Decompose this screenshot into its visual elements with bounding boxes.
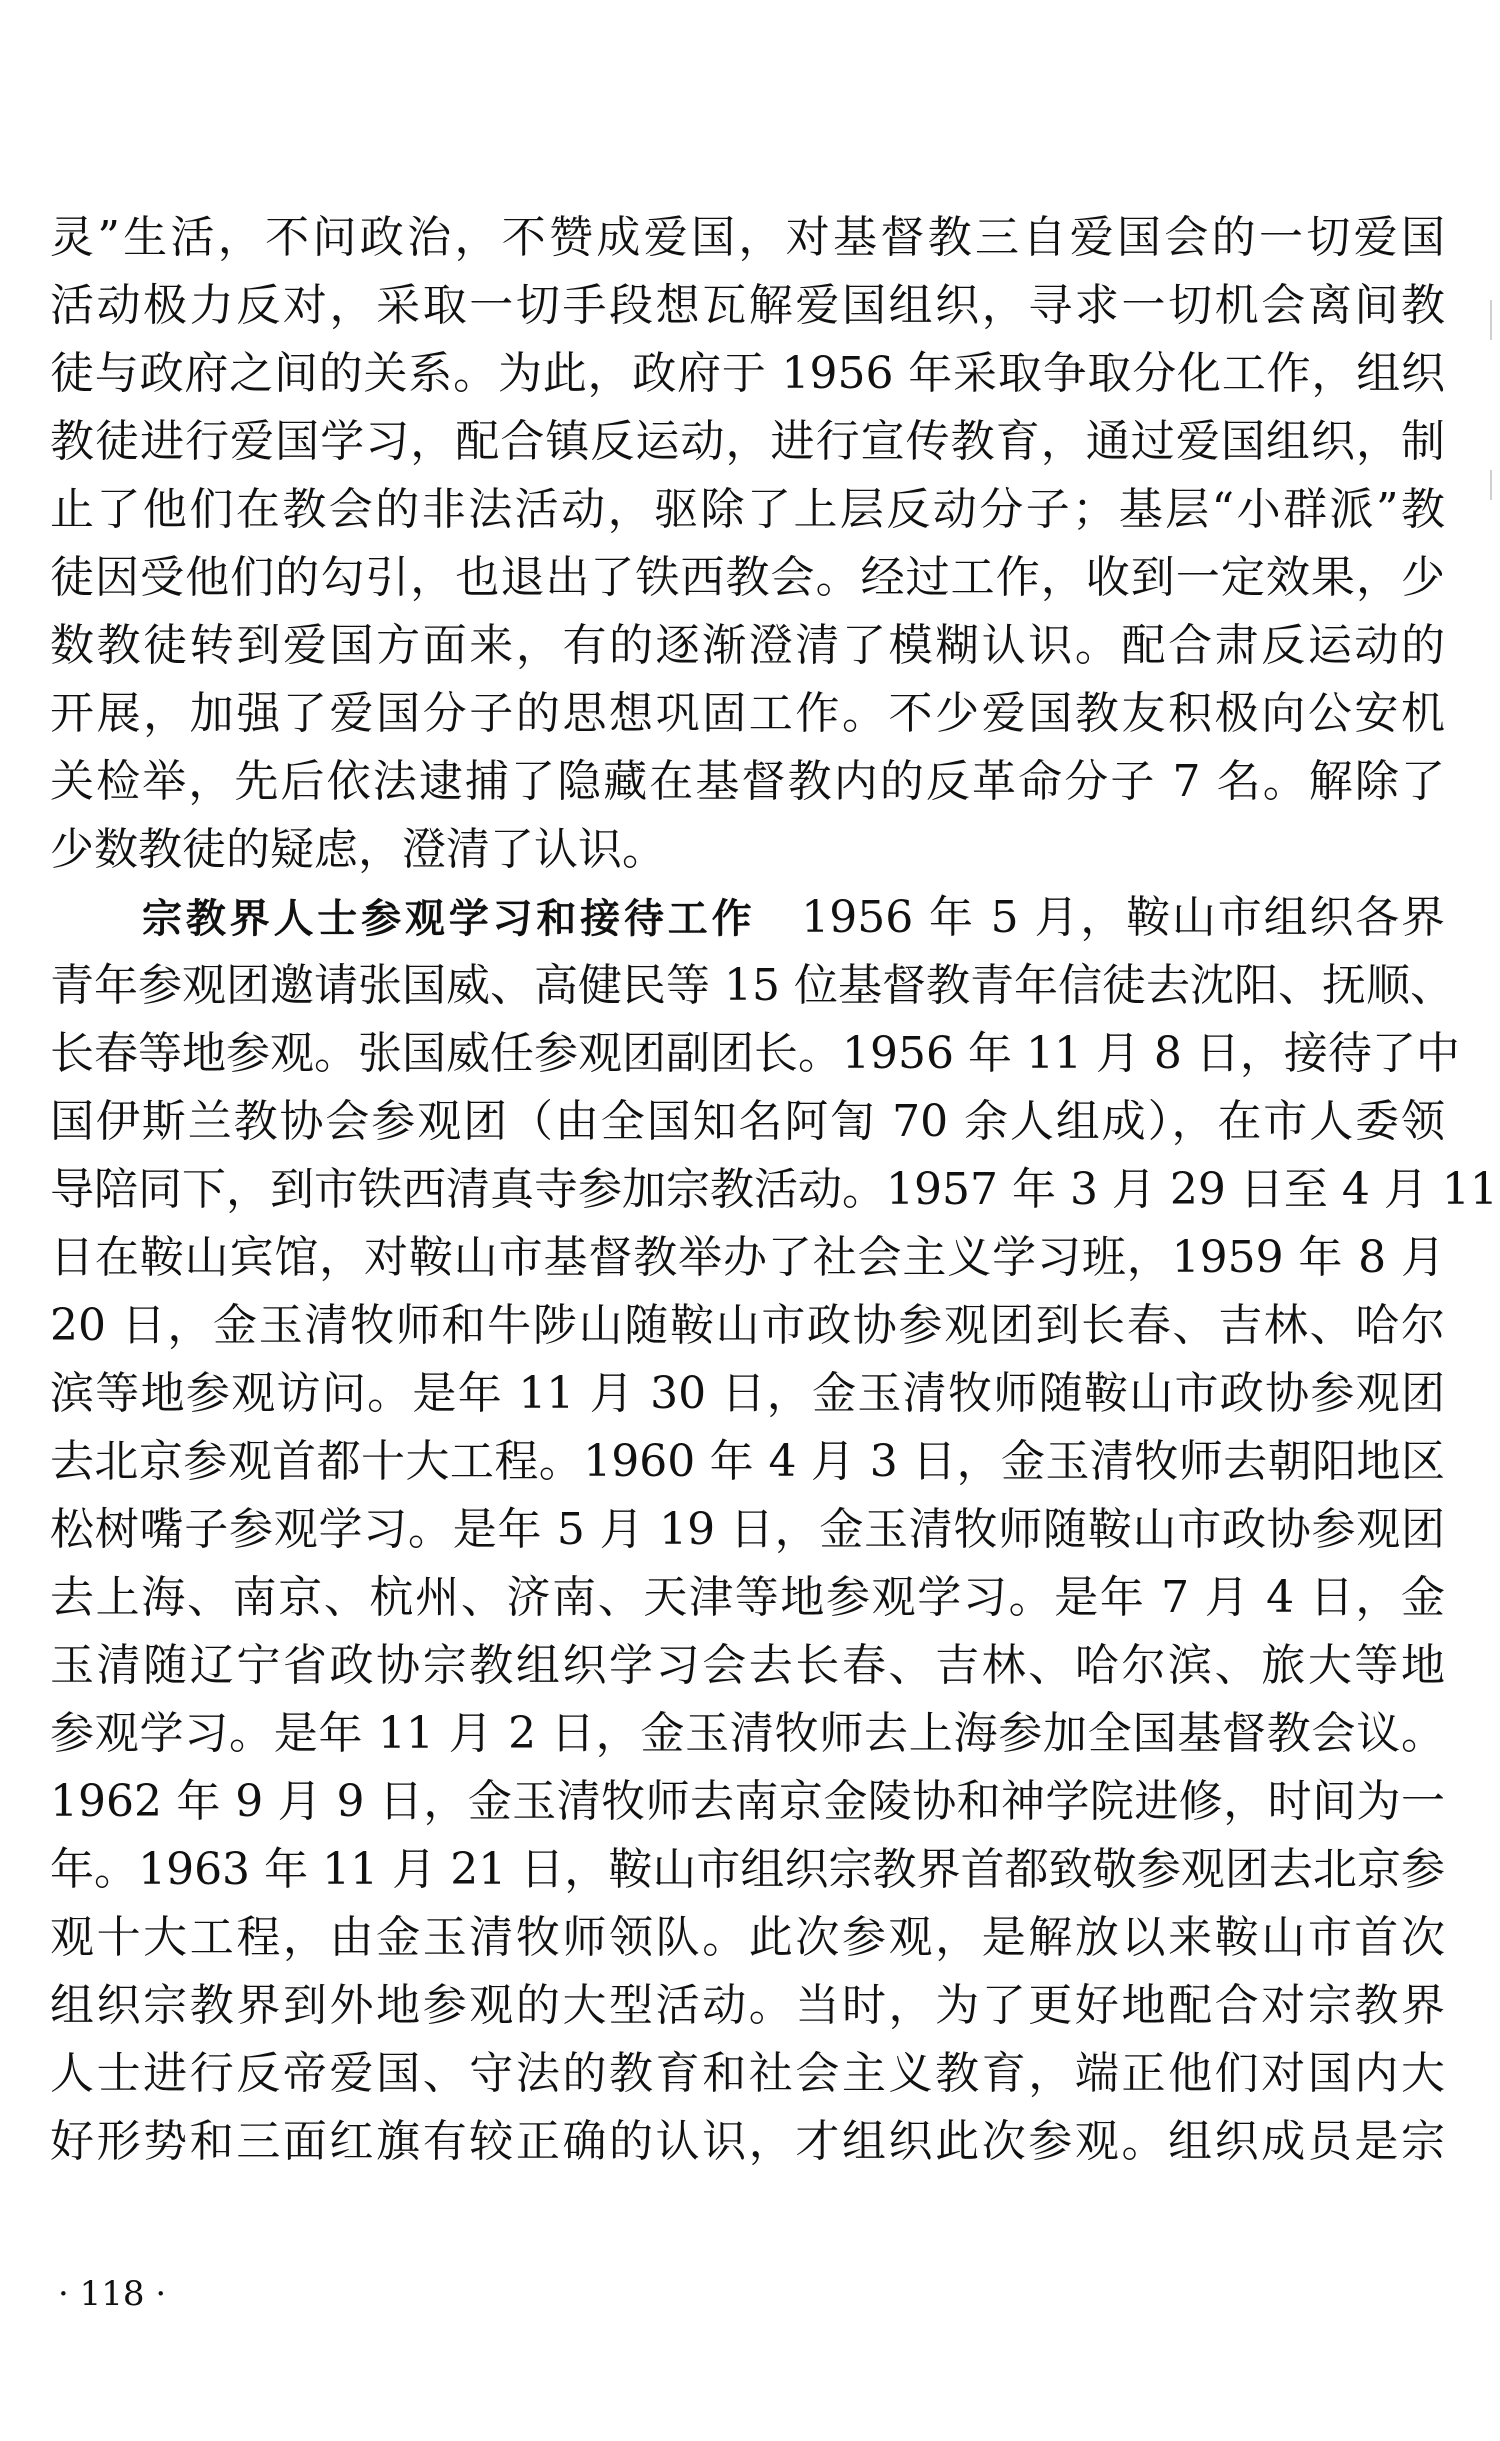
paragraph-line: 导陪同下，到市铁西清真寺参加宗教活动。1957 年 3 月 29 日至 4 月 11	[50, 1164, 1498, 1215]
paragraph-line: 数教徒转到爱国方面来，有的逐渐澄清了模糊认识。配合肃反运动的	[50, 620, 1445, 671]
paragraph-line: 人士进行反帝爱国、守法的教育和社会主义教育，端正他们对国内大	[50, 2048, 1445, 2099]
paragraph-line: 活动极力反对，采取一切手段想瓦解爱国组织，寻求一切机会离间教	[50, 280, 1445, 331]
paragraph-line: 灵”生活，不问政治，不赞成爱国，对基督教三自爱国会的一切爱国	[50, 212, 1445, 263]
paragraph-line: 开展，加强了爱国分子的思想巩固工作。不少爱国教友积极向公安机	[50, 688, 1445, 739]
paragraph-line: 好形势和三面红旗有较正确的认识，才组织此次参观。组织成员是宗	[50, 2116, 1445, 2167]
section-heading: 宗教界人士参观学习和接待工作	[142, 896, 756, 942]
scan-margin-mark	[1490, 300, 1492, 340]
paragraph-line: 教徒进行爱国学习，配合镇反运动，进行宣传教育，通过爱国组织，制	[50, 416, 1445, 467]
section-first-line-text: 1956 年 5 月，鞍山市组织各界	[801, 892, 1446, 943]
paragraph-line: 去上海、南京、杭州、济南、天津等地参观学习。是年 7 月 4 日，金	[50, 1572, 1445, 1623]
paragraph-line: 松树嘴子参观学习。是年 5 月 19 日，金玉清牧师随鞍山市政协参观团	[50, 1504, 1445, 1555]
paragraph-line: 年。1963 年 11 月 21 日，鞍山市组织宗教界首都致敬参观团去北京参	[50, 1844, 1445, 1895]
paragraph-line: 去北京参观首都十大工程。1960 年 4 月 3 日，金玉清牧师去朝阳地区	[50, 1436, 1445, 1487]
paragraph-line: 日在鞍山宾馆，对鞍山市基督教举办了社会主义学习班，1959 年 8 月	[50, 1232, 1445, 1283]
paragraph-line: 参观学习。是年 11 月 2 日，金玉清牧师去上海参加全国基督教会议。	[50, 1708, 1445, 1759]
paragraph-line: 少数教徒的疑虑，澄清了认识。	[50, 824, 666, 875]
scan-margin-mark	[1490, 470, 1492, 500]
paragraph-line: 长春等地参观。张国威任参观团副团长。1956 年 11 月 8 日，接待了中	[50, 1028, 1460, 1079]
paragraph-line: 1962 年 9 月 9 日，金玉清牧师去南京金陵协和神学院进修，时间为一	[50, 1776, 1445, 1827]
paragraph-line: 国伊斯兰教协会参观团（由全国知名阿訇 70 余人组成），在市人委领	[50, 1096, 1445, 1147]
paragraph-line: 玉清随辽宁省政协宗教组织学习会去长春、吉林、哈尔滨、旅大等地	[50, 1640, 1445, 1691]
paragraph-line: 关检举，先后依法逮捕了隐藏在基督教内的反革命分子 7 名。解除了	[50, 756, 1445, 807]
paragraph-line: 20 日，金玉清牧师和牛陟山随鞍山市政协参观团到长春、吉林、哈尔	[50, 1300, 1445, 1351]
section-first-line	[50, 884, 1445, 952]
paragraph-line: 青年参观团邀请张国威、高健民等 15 位基督教青年信徒去沈阳、抚顺、	[50, 960, 1454, 1011]
paragraph-line: 滨等地参观访问。是年 11 月 30 日，金玉清牧师随鞍山市政协参观团	[50, 1368, 1445, 1419]
paragraph-line: 徒因受他们的勾引，也退出了铁西教会。经过工作，收到一定效果，少	[50, 552, 1445, 603]
paragraph-line: 组织宗教界到外地参观的大型活动。当时，为了更好地配合对宗教界	[50, 1980, 1445, 2031]
paragraph-line: 止了他们在教会的非法活动，驱除了上层反动分子；基层“小群派”教	[50, 484, 1445, 535]
page-number: · 118 ·	[58, 2274, 167, 2314]
paragraph-line: 观十大工程，由金玉清牧师领队。此次参观，是解放以来鞍山市首次	[50, 1912, 1445, 1963]
paragraph-line: 徒与政府之间的关系。为此，政府于 1956 年采取争取分化工作，组织	[50, 348, 1445, 399]
